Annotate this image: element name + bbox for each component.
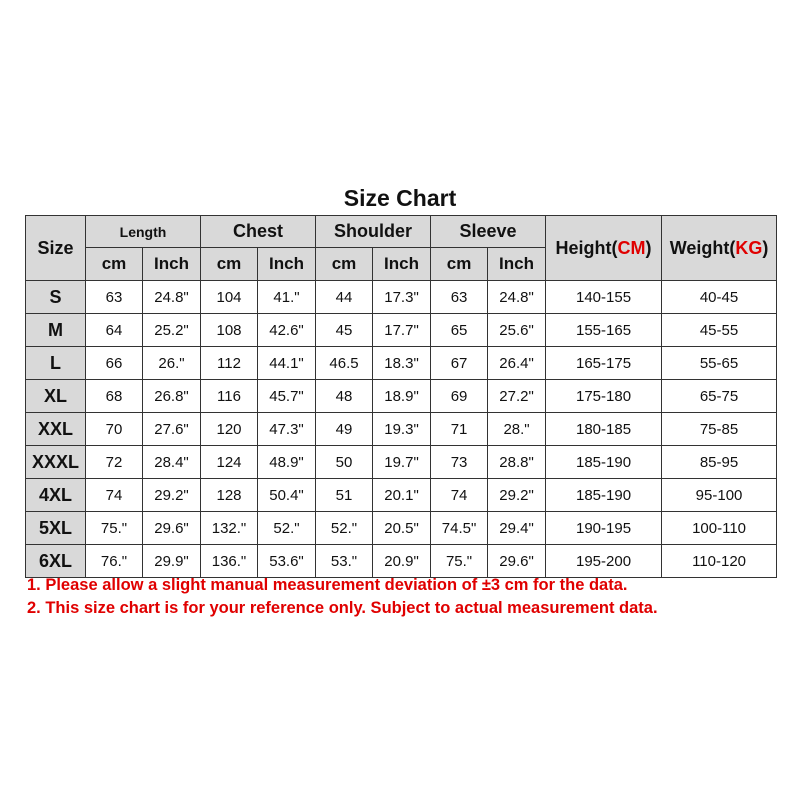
measurement-cell: 110-120 bbox=[662, 545, 777, 578]
measurement-cell: 67 bbox=[431, 347, 488, 380]
measurement-cell: 52." bbox=[316, 512, 373, 545]
measurement-cell: 50.4" bbox=[258, 479, 316, 512]
measurement-cell: 28." bbox=[488, 413, 546, 446]
table-row bbox=[26, 545, 777, 578]
table-row bbox=[26, 380, 777, 413]
measurement-cell: 180-185 bbox=[546, 413, 662, 446]
measurement-cell: 155-165 bbox=[546, 314, 662, 347]
measurement-cell: 48 bbox=[316, 380, 373, 413]
measurement-cell: 20.5" bbox=[373, 512, 431, 545]
measurement-cell: 69 bbox=[431, 380, 488, 413]
measurement-cell: 72 bbox=[86, 446, 143, 479]
size-chart-table bbox=[25, 215, 777, 578]
measurement-cell: 100-110 bbox=[662, 512, 777, 545]
measurement-cell: 28.4" bbox=[143, 446, 201, 479]
measurement-cell: 49 bbox=[316, 413, 373, 446]
measurement-cell: 74 bbox=[431, 479, 488, 512]
size-label-cell: XL bbox=[26, 380, 86, 413]
size-label-cell: 6XL bbox=[26, 545, 86, 578]
measurement-cell: 76." bbox=[86, 545, 143, 578]
length-cm-header: cm bbox=[86, 248, 143, 281]
measurement-cell: 25.6" bbox=[488, 314, 546, 347]
measurement-cell: 29.2" bbox=[488, 479, 546, 512]
measurement-cell: 24.8" bbox=[143, 281, 201, 314]
size-label-cell: XXXL bbox=[26, 446, 86, 479]
chest-header: Chest bbox=[201, 216, 316, 248]
measurement-cell: 70 bbox=[86, 413, 143, 446]
measurement-cell: 85-95 bbox=[662, 446, 777, 479]
sleeve-header: Sleeve bbox=[431, 216, 546, 248]
measurement-cell: 124 bbox=[201, 446, 258, 479]
measurement-cell: 52." bbox=[258, 512, 316, 545]
measurement-cell: 195-200 bbox=[546, 545, 662, 578]
shoulder-header: Shoulder bbox=[316, 216, 431, 248]
measurement-cell: 46.5 bbox=[316, 347, 373, 380]
measurement-cell: 24.8" bbox=[488, 281, 546, 314]
measurement-cell: 29.6" bbox=[488, 545, 546, 578]
size-label-cell: XXL bbox=[26, 413, 86, 446]
measurement-cell: 42.6" bbox=[258, 314, 316, 347]
measurement-cell: 28.8" bbox=[488, 446, 546, 479]
measurement-cell: 18.9" bbox=[373, 380, 431, 413]
measurement-cell: 73 bbox=[431, 446, 488, 479]
measurement-cell: 53.6" bbox=[258, 545, 316, 578]
measurement-cell: 75-85 bbox=[662, 413, 777, 446]
measurement-cell: 116 bbox=[201, 380, 258, 413]
size-header: Size bbox=[26, 216, 86, 281]
measurement-cell: 165-175 bbox=[546, 347, 662, 380]
measurement-cell: 74.5" bbox=[431, 512, 488, 545]
measurement-cell: 71 bbox=[431, 413, 488, 446]
measurement-cell: 185-190 bbox=[546, 479, 662, 512]
length-inch-header: Inch bbox=[143, 248, 201, 281]
measurement-cell: 29.6" bbox=[143, 512, 201, 545]
measurement-cell: 175-180 bbox=[546, 380, 662, 413]
measurement-cell: 51 bbox=[316, 479, 373, 512]
measurement-cell: 44.1" bbox=[258, 347, 316, 380]
measurement-cell: 47.3" bbox=[258, 413, 316, 446]
table-row bbox=[26, 413, 777, 446]
measurement-cell: 25.2" bbox=[143, 314, 201, 347]
measurement-cell: 75." bbox=[431, 545, 488, 578]
measurement-cell: 63 bbox=[431, 281, 488, 314]
measurement-cell: 20.9" bbox=[373, 545, 431, 578]
measurement-cell: 29.4" bbox=[488, 512, 546, 545]
size-label-cell: M bbox=[26, 314, 86, 347]
measurement-cell: 26.8" bbox=[143, 380, 201, 413]
table-row bbox=[26, 479, 777, 512]
shoulder-cm-header: cm bbox=[316, 248, 373, 281]
measurement-cell: 75." bbox=[86, 512, 143, 545]
measurement-cell: 20.1" bbox=[373, 479, 431, 512]
measurement-cell: 45 bbox=[316, 314, 373, 347]
table-row bbox=[26, 347, 777, 380]
measurement-cell: 120 bbox=[201, 413, 258, 446]
measurement-cell: 27.2" bbox=[488, 380, 546, 413]
measurement-cell: 104 bbox=[201, 281, 258, 314]
measurement-cell: 44 bbox=[316, 281, 373, 314]
measurement-cell: 29.9" bbox=[143, 545, 201, 578]
shoulder-inch-header: Inch bbox=[373, 248, 431, 281]
measurement-cell: 19.7" bbox=[373, 446, 431, 479]
measurement-cell: 68 bbox=[86, 380, 143, 413]
measurement-cell: 26." bbox=[143, 347, 201, 380]
measurement-cell: 50 bbox=[316, 446, 373, 479]
height-header: Height(CM) bbox=[546, 216, 662, 281]
measurement-cell: 64 bbox=[86, 314, 143, 347]
measurement-cell: 45-55 bbox=[662, 314, 777, 347]
measurement-cell: 17.3" bbox=[373, 281, 431, 314]
note-deviation: 1. Please allow a slight manual measurement deviation of ±3 cm for the data. bbox=[27, 576, 628, 594]
measurement-cell: 190-195 bbox=[546, 512, 662, 545]
size-chart-body bbox=[26, 281, 777, 578]
measurement-cell: 45.7" bbox=[258, 380, 316, 413]
sleeve-inch-header: Inch bbox=[488, 248, 546, 281]
measurement-cell: 112 bbox=[201, 347, 258, 380]
table-row bbox=[26, 512, 777, 545]
measurement-cell: 65-75 bbox=[662, 380, 777, 413]
measurement-cell: 40-45 bbox=[662, 281, 777, 314]
chart-title: Size Chart bbox=[343, 185, 457, 211]
size-label-cell: S bbox=[26, 281, 86, 314]
size-label-cell: 5XL bbox=[26, 512, 86, 545]
table-row bbox=[26, 314, 777, 347]
table-row bbox=[26, 446, 777, 479]
length-header: Length bbox=[86, 216, 201, 248]
measurement-cell: 132." bbox=[201, 512, 258, 545]
measurement-cell: 65 bbox=[431, 314, 488, 347]
measurement-cell: 95-100 bbox=[662, 479, 777, 512]
measurement-cell: 53." bbox=[316, 545, 373, 578]
measurement-cell: 66 bbox=[86, 347, 143, 380]
measurement-cell: 26.4" bbox=[488, 347, 546, 380]
measurement-cell: 140-155 bbox=[546, 281, 662, 314]
measurement-cell: 29.2" bbox=[143, 479, 201, 512]
measurement-cell: 128 bbox=[201, 479, 258, 512]
chest-cm-header: cm bbox=[201, 248, 258, 281]
weight-header: Weight(KG) bbox=[662, 216, 777, 281]
measurement-cell: 27.6" bbox=[143, 413, 201, 446]
measurement-cell: 48.9" bbox=[258, 446, 316, 479]
header-row-groups bbox=[26, 216, 777, 248]
measurement-cell: 41." bbox=[258, 281, 316, 314]
sleeve-cm-header: cm bbox=[431, 248, 488, 281]
measurement-cell: 17.7" bbox=[373, 314, 431, 347]
measurement-cell: 108 bbox=[201, 314, 258, 347]
measurement-cell: 63 bbox=[86, 281, 143, 314]
size-label-cell: 4XL bbox=[26, 479, 86, 512]
chest-inch-header: Inch bbox=[258, 248, 316, 281]
size-label-cell: L bbox=[26, 347, 86, 380]
table-row bbox=[26, 281, 777, 314]
note-reference: 2. This size chart is for your reference only. Subject to actual measurement data. bbox=[27, 599, 658, 617]
measurement-cell: 185-190 bbox=[546, 446, 662, 479]
measurement-cell: 55-65 bbox=[662, 347, 777, 380]
measurement-cell: 136." bbox=[201, 545, 258, 578]
measurement-cell: 74 bbox=[86, 479, 143, 512]
measurement-cell: 19.3" bbox=[373, 413, 431, 446]
measurement-cell: 18.3" bbox=[373, 347, 431, 380]
